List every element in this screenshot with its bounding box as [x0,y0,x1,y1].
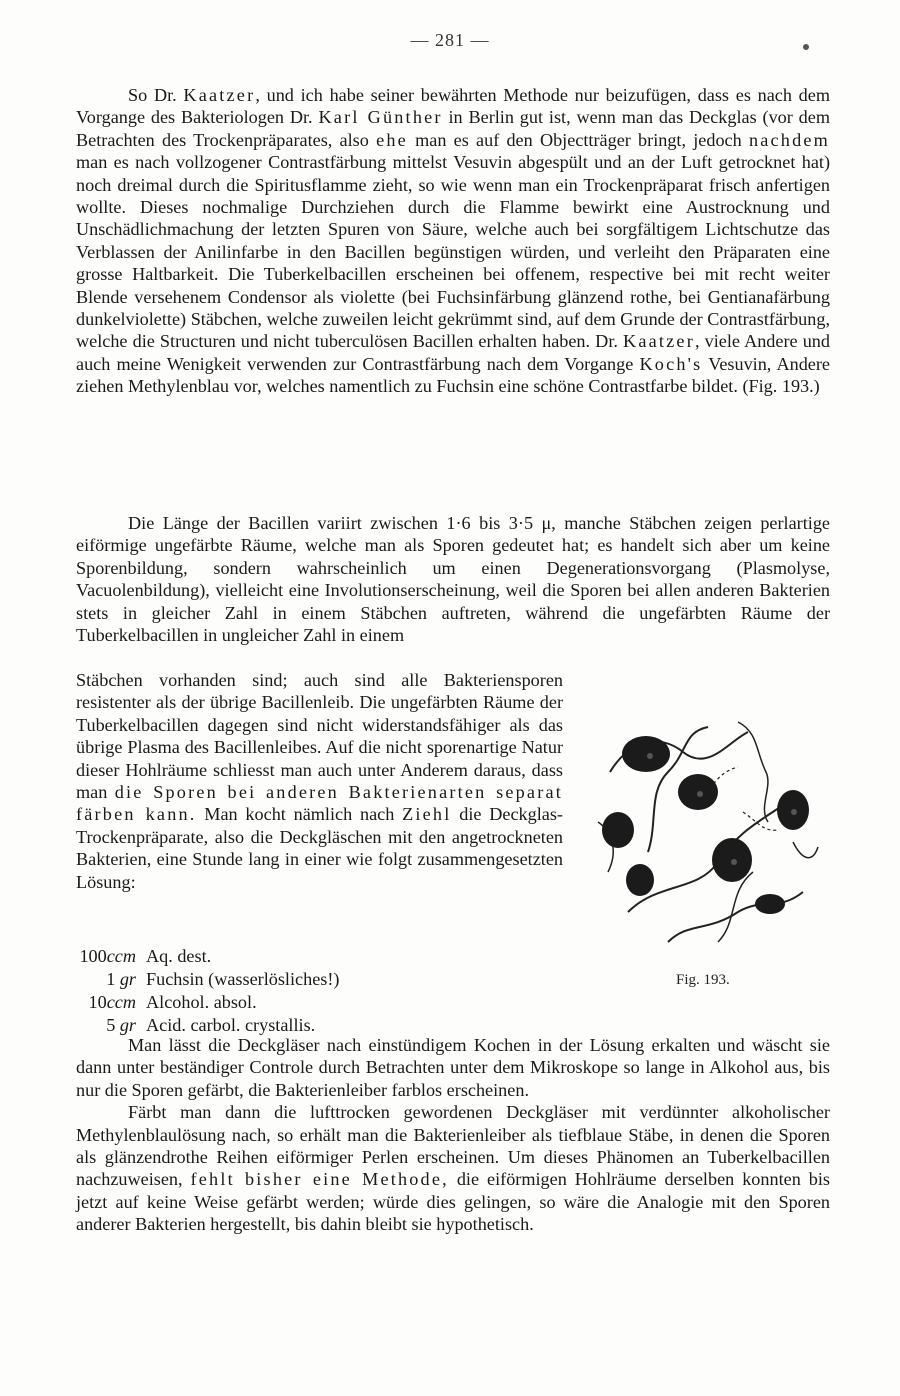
page-number: — 281 — [410,30,490,50]
paragraph-bacilli-length: Die Länge der Bacillen variirt zwischen 1·6 bis 3·5 μ, manche Stäbchen zeigen perlartige eiförmige ungefärbte Räume, welche man als Sporen gedeutet hat; es handelt sich aber um keine Sporenbildung, sondern wahrscheinlich um einen Degenerationsvorgang (Plasmolyse, Vacuolenbildung), vielleicht eine Involutionserscheinung, weil die Sporen bei allen anderen Bakterien stets in gleicher Zahl in einem Stäbchen auftreten, während die ungefärbten Räume der Tuberkelbacillen in ungleicher Zahl in einem [76,513,830,646]
paragraph-kaatzer-method: So Dr. Kaatzer, und ich habe seiner bewährten Methode nur beizufügen, dass es nach dem Vorgange des Bakteriologen Dr. Karl Günther in Berlin gut ist, wenn man das Deckglas (vor dem Betrachten des Trockenpräparates, also ehe man es auf den Objectträger bringt, jedoch nachdem man es nach vollzogener Contrastfärbung mittelst Vesuvin abgespült und an der Luft getrocknet hat) noch dreimal durch die Spiritusflamme zieht, so wie wenn man ein Trockenpräparat frisch anfertigen wollte. Dieses nochmalige Durchziehen durch die Flamme bewirkt eine Austrocknung und Unschädlichmachung der letzten Spuren von Säure, welche auch bei sorgfältigem Lichtschutze das Verblassen der Anilinfarbe in den Bacillen begünstigen würden, und verleiht den Präparaten eine grosse Haltbarkeit. Die Tuberkelbacillen erscheinen bei offenem, respective bei mit recht weiter Blende versehenem Condensor als violette (bei Fuchsinfärbung glänzend rothe, bei Gentianafärbung dunkelviolette) Stäbchen, welche zuweilen leicht gekrümmt sind, auf dem Grunde der Contrastfärbung, welche die Structuren und nicht tuberculösen Bacillen erhalten haben. Dr. Kaatzer, viele Andere und auch meine Wenigkeit verwenden zur Contrastfärbung nach dem Vorgange Koch's Vesuvin, Andere ziehen Methylenblau vor, welches namentlich zu Fuchsin eine schöne Contrastfarbe bildet. (Fig. 193.) [76,85,831,397]
recipe-line: 5 gr Acid. carbol. crystallis. [106,1015,316,1035]
tubercle-bacilli-illustration [588,712,824,956]
recipe-line: 10ccm Alcohol. absol. [88,992,257,1012]
figure-caption: Fig. 193. [676,972,730,988]
paragraph-staining-results: Man lässt die Deckgläser nach einstündigem Kochen in der Lösung erkalten und wäscht sie dann unter beständiger Controle durch Betrachten unter dem Mikroskope so lange in Alkohol aus, bis nur die Sporen gefärbt, die Bakterienleiber farblos erscheinen. Färbt man dann die lufttrocken gewordenen Deckgläser mit verdünnter alkoholischer Methylenblaulösung nach, so erhält man die Bakterienleiber als tiefblaue Stäbe, in denen die Sporen als glänzendrothe Reihen eiförmiger Perlen erscheinen. Um dieses Phänomen an Tuberkelbacillen nachzuweisen, fehlt bisher eine Methode, die eiförmigen Hohlräume derselben konnten bis jetzt auf keine Weise gefärbt werden; würde dies gelingen, so wäre die Analogie mit den Sporen anderer Bakterien hergestellt, bis dahin bleibt sie hypothetisch. [76,1035,830,1235]
paragraph-spores-wrapped: Stäbchen vorhanden sind; auch sind alle Bakteriensporen resistenter als der übrige Bacillenleib. Die ungefärbten Räume der Tuberkelbacillen dagegen sind nicht widerstandsfähiger als das übrige Plasma des Bacillenleibes. Auf die nicht sporenartige Natur dieser Hohlräume schliesst man auch unter Anderem daraus, dass man die Sporen bei anderen Bakterienarten separat färben kann. Man kocht nämlich nach Ziehl die Deckglas-Trockenpräparate, also die Deckgläschen mit den angetrockneten Bakterien, eine Stunde lang in einer wie folgt zusammengesetzten Lösung: [76,670,563,892]
recipe-line: 100ccm Aq. dest. [79,946,212,966]
recipe-line: 1 gr Fuchsin (wasserlösliches!) [106,969,340,989]
